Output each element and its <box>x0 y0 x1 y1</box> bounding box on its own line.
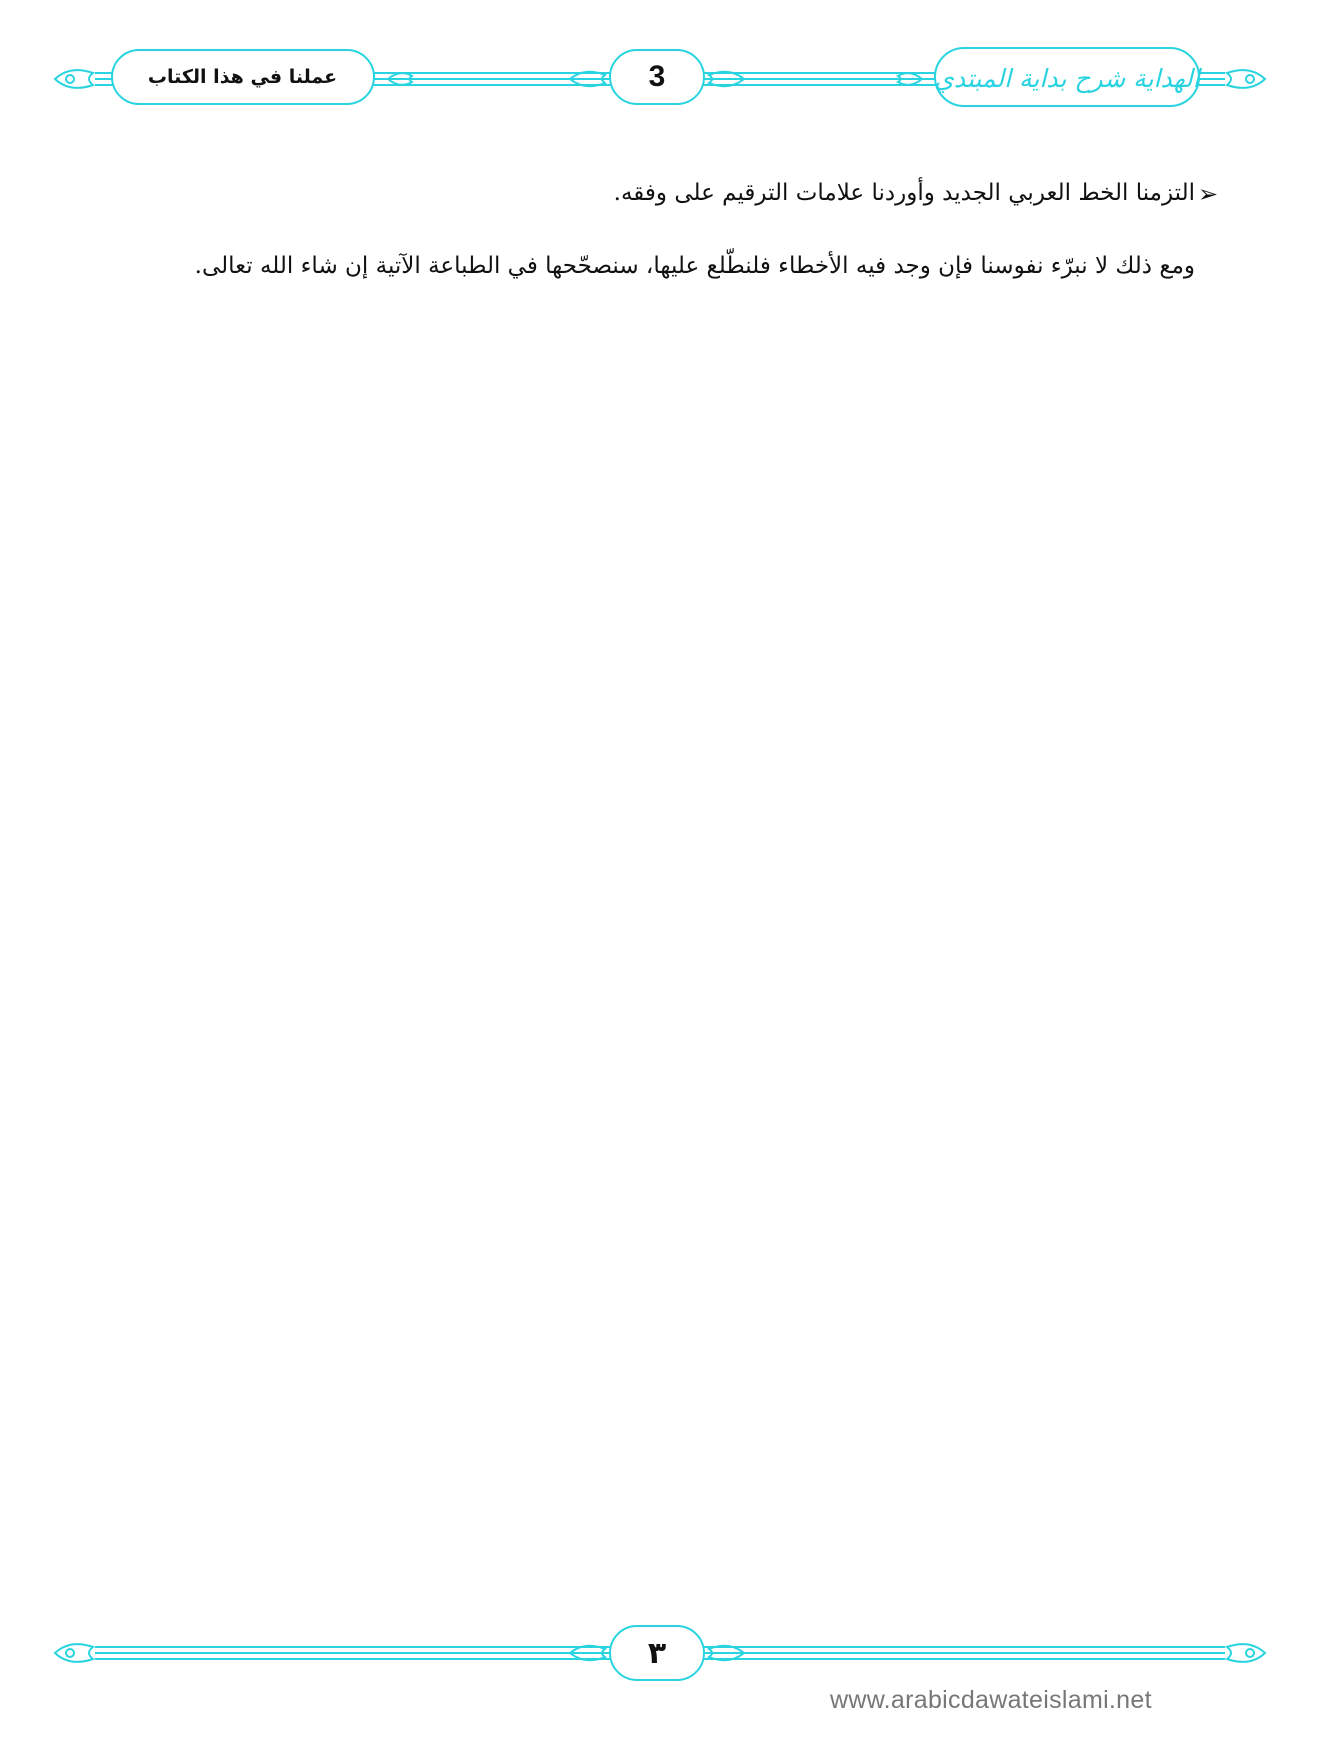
header-chapter-title: عملنا في هذا الكتاب <box>147 66 338 88</box>
paragraph-line-1: التزمنا الخط العربي الجديد وأوردنا علامات الترقيم على وفقه. <box>613 180 1195 206</box>
footer-website: www.arabicdawateislami.net <box>830 1686 1152 1714</box>
header-book-title: الهداية شرح بداية المبتدي <box>934 63 1200 93</box>
footer-page-number: ٣ <box>647 1635 667 1671</box>
paragraph-line-2: ومع ذلك لا نبرّء نفوسنا فإن وجد فيه الأخطاء فلنطّلع عليها، سنصحّحها في الطباعة الآتية إن شاء الله تعالى. <box>194 253 1195 279</box>
header-page-number: 3 <box>648 60 666 93</box>
arrow-bullet-icon: ➢ <box>1198 180 1219 208</box>
